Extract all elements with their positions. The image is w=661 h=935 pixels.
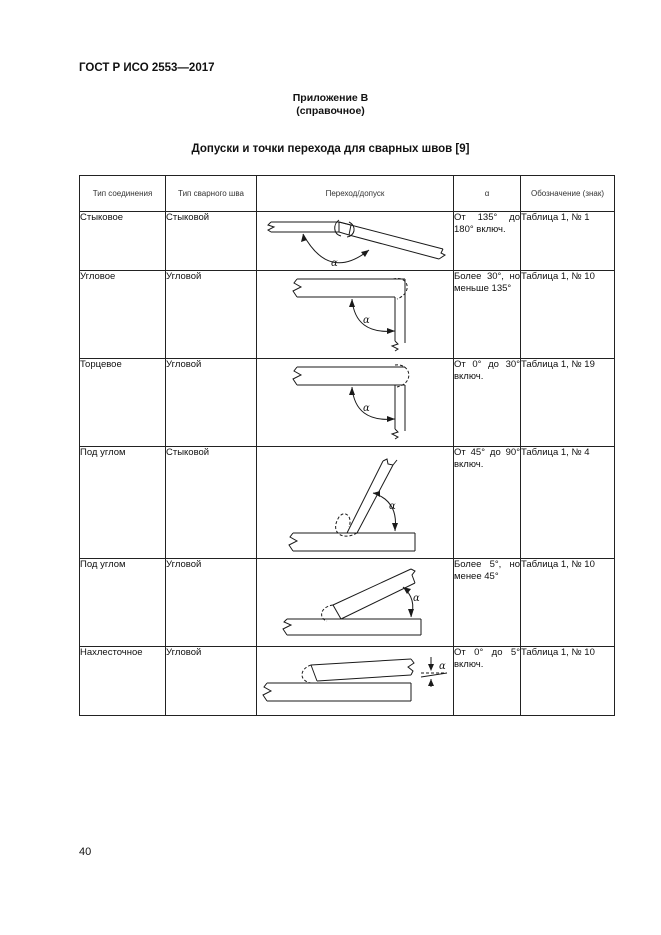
cell-figure — [257, 647, 454, 716]
cell-weld-type: Угловой — [166, 271, 257, 359]
table-row — [80, 647, 615, 716]
cell-joint-type: Нахлесточное — [80, 647, 166, 716]
cell-symbol: Таблица 1, № 10 — [521, 559, 615, 647]
table-row — [80, 212, 615, 271]
butt-joint-diagram — [257, 212, 454, 270]
document-title: Допуски и точки перехода для сварных швов [9] — [191, 143, 470, 155]
cell-figure — [257, 271, 454, 359]
column-header-symbol: Обозначение (знак) — [521, 176, 615, 212]
cell-symbol: Таблица 1, № 10 — [521, 271, 615, 359]
appendix-subtitle: (справочное) — [296, 105, 365, 117]
alpha-label: α — [439, 661, 446, 672]
alpha-label: α — [363, 403, 370, 414]
lap-joint-diagram — [257, 647, 454, 715]
cell-symbol: Таблица 1, № 10 — [521, 647, 615, 716]
alpha-label: α — [331, 258, 338, 269]
column-header-transition: Переход/допуск — [257, 176, 454, 212]
alpha-label: α — [363, 315, 370, 326]
table-row — [80, 447, 615, 559]
angled-fillet-joint-diagram — [257, 559, 454, 646]
cell-tolerance: От 0° до 5° включ. — [454, 647, 521, 716]
table-row — [80, 271, 615, 359]
appendix-heading — [0, 92, 661, 118]
cell-figure — [257, 359, 454, 447]
cell-tolerance: От 0° до 30° включ. — [454, 359, 521, 447]
cell-tolerance: Более 30°, но меньше 135° — [454, 271, 521, 359]
cell-figure — [257, 212, 454, 271]
cell-figure — [257, 559, 454, 647]
cell-weld-type: Угловой — [166, 647, 257, 716]
cell-symbol: Таблица 1, № 4 — [521, 447, 615, 559]
table-row — [80, 359, 615, 447]
tolerance-table — [79, 175, 615, 716]
column-header-alpha: α — [454, 176, 521, 212]
cell-symbol: Таблица 1, № 19 — [521, 359, 615, 447]
column-header-weld-type: Тип сварного шва — [166, 176, 257, 212]
cell-joint-type: Угловое — [80, 271, 166, 359]
cell-joint-type: Стыковое — [80, 212, 166, 271]
appendix-title: Приложение В — [292, 92, 369, 104]
standard-code: ГОСТ Р ИСО 2553—2017 — [79, 62, 215, 74]
alpha-label: α — [389, 501, 396, 512]
table-row — [80, 559, 615, 647]
cell-weld-type: Угловой — [166, 559, 257, 647]
cell-symbol: Таблица 1, № 1 — [521, 212, 615, 271]
cell-joint-type: Под углом — [80, 447, 166, 559]
edge-joint-diagram — [257, 359, 454, 446]
cell-tolerance: От 45° до 90° включ. — [454, 447, 521, 559]
cell-tolerance: От 135° до 180° включ. — [454, 212, 521, 271]
cell-joint-type: Торцевое — [80, 359, 166, 447]
alpha-label: α — [413, 593, 420, 604]
cell-tolerance: Более 5°, но менее 45° — [454, 559, 521, 647]
page-number: 40 — [79, 846, 92, 858]
table-header-row — [80, 176, 615, 212]
cell-weld-type: Стыковой — [166, 447, 257, 559]
column-header-joint-type: Тип соединения — [80, 176, 166, 212]
cell-weld-type: Угловой — [166, 359, 257, 447]
cell-figure — [257, 447, 454, 559]
cell-weld-type: Стыковой — [166, 212, 257, 271]
corner-joint-diagram — [257, 271, 454, 358]
cell-joint-type: Под углом — [80, 559, 166, 647]
angled-butt-joint-diagram — [257, 447, 454, 558]
